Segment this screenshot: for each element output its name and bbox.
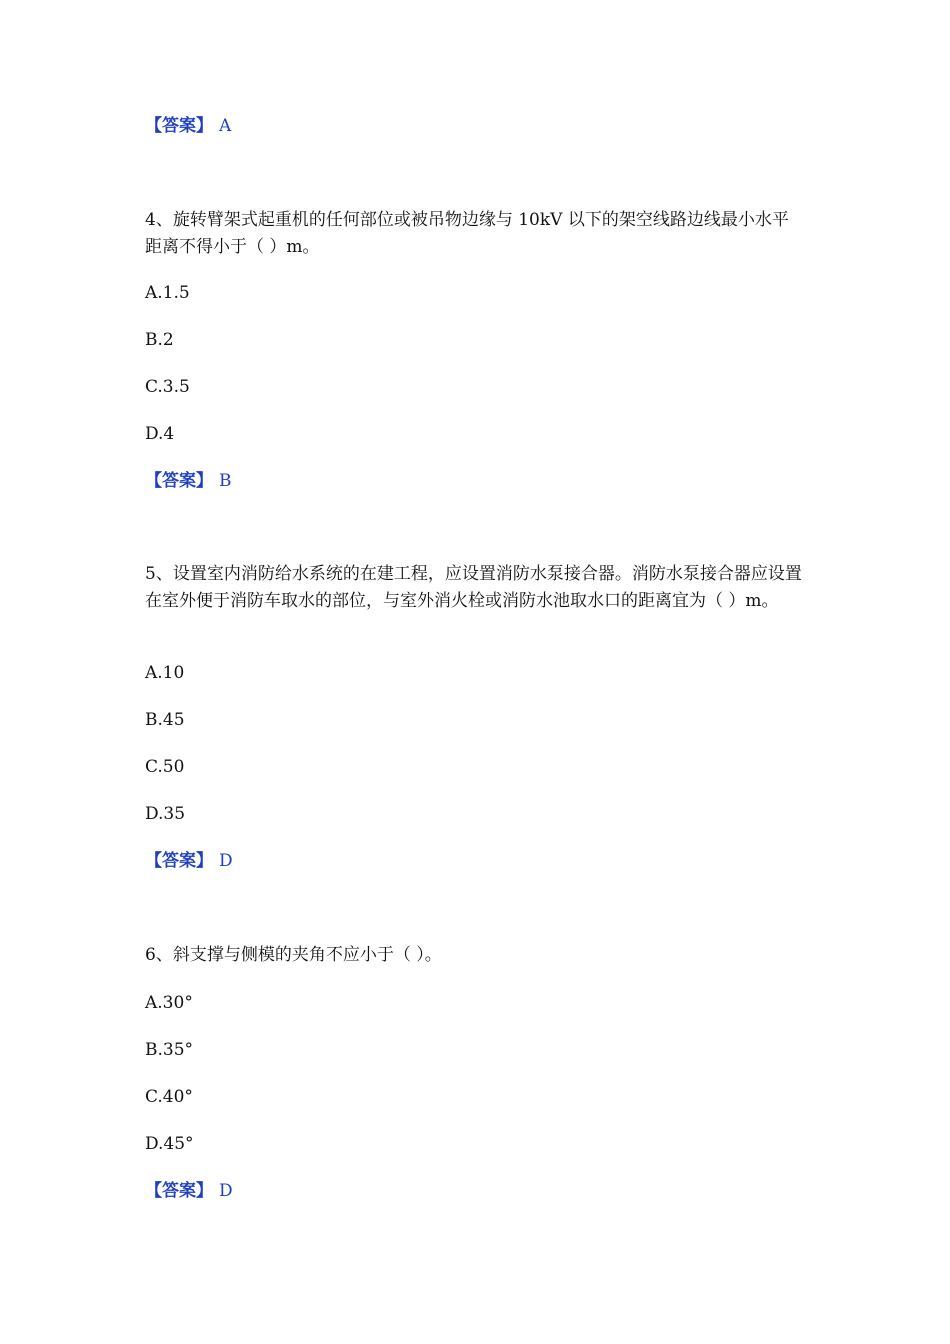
answer-line (145, 1178, 233, 1204)
answer-label: 【答案】 (145, 116, 213, 136)
option-d: D.4 (145, 424, 175, 444)
option-b: B.2 (145, 330, 174, 350)
question-stem: 6、斜支撑与侧模的夹角不应小于（ ）。 (145, 945, 442, 965)
answer-line (145, 113, 231, 139)
option-b: B.35° (145, 1040, 194, 1060)
answer-line (145, 468, 232, 494)
answer-line (145, 848, 233, 874)
answer-value: D (219, 851, 233, 871)
answer-label: 【答案】 (145, 1181, 213, 1201)
answer-value: A (219, 116, 232, 136)
option-d: D.35 (145, 804, 186, 824)
option-a: A.10 (145, 663, 185, 683)
option-c: C.50 (145, 757, 185, 777)
option-a: A.30° (145, 993, 193, 1013)
question-stem: 4、旋转臂架式起重机的任何部位或被吊物边缘与 10kV 以下的架空线路边线最小水平距离不得小于（ ）m。 (145, 210, 789, 257)
question-stem: 5、设置室内消防给水系统的在建工程，应设置消防水泵接合器。消防水泵接合器应设置在室外便于消防车取水的部位，与室外消火栓或消防水池取水口的距离宜为（ ）m。 (145, 564, 802, 611)
answer-value: D (219, 1181, 233, 1201)
option-d: D.45° (145, 1134, 194, 1154)
answer-label: 【答案】 (145, 851, 213, 871)
option-c: C.40° (145, 1087, 193, 1107)
answer-label: 【答案】 (145, 471, 213, 491)
option-b: B.45 (145, 710, 185, 730)
option-a: A.1.5 (145, 283, 190, 303)
answer-value: B (219, 471, 232, 491)
option-c: C.3.5 (145, 377, 190, 397)
